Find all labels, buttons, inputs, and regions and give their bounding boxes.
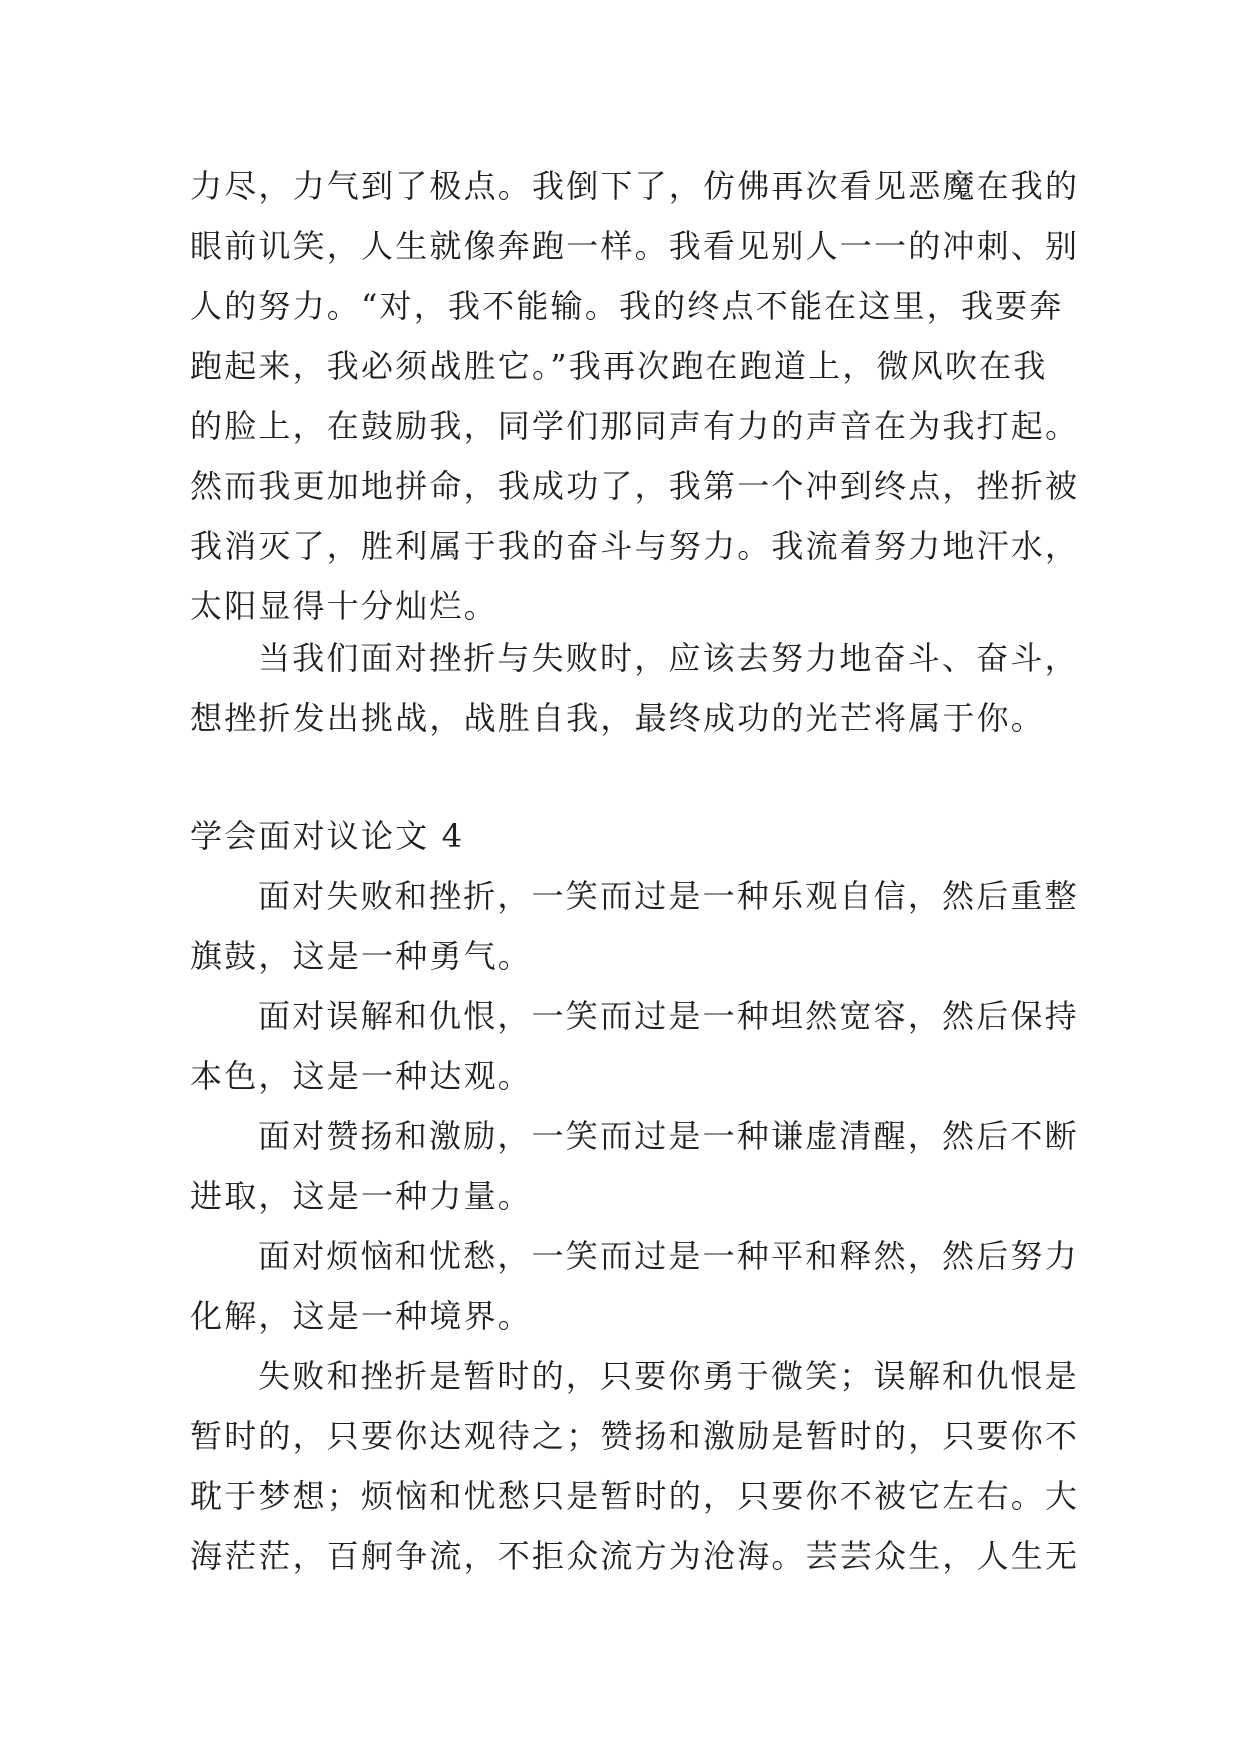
text-line: 旗鼓，这是一种勇气。: [190, 937, 533, 975]
text-line: 面对误解和仇恨，一笑而过是一种坦然宽容，然后保持: [258, 997, 1079, 1035]
text-line: 面对赞扬和激励，一笑而过是一种谦虚清醒，然后不断: [258, 1117, 1079, 1155]
text-line: 本色，这是一种达观。: [190, 1057, 533, 1095]
text-line: 然而我更加地拼命，我成功了，我第一个冲到终点，挫折被: [190, 467, 1080, 505]
text-line: 太阳显得十分灿烂。: [190, 587, 498, 625]
text-line: 眼前讥笑，人生就像奔跑一样。我看见别人一一的冲刺、别: [190, 227, 1080, 265]
text-line: 海茫茫，百舸争流，不拒众流方为沧海。芸芸众生，人生无: [190, 1537, 1080, 1575]
text-line: 耽于梦想；烦恼和忧愁只是暂时的，只要你不被它左右。大: [190, 1477, 1080, 1515]
text-line: 失败和挫折是暂时的，只要你勇于微笑；误解和仇恨是: [258, 1357, 1079, 1395]
text-line: 力尽，力气到了极点。我倒下了，仿佛再次看见恶魔在我的: [190, 167, 1080, 205]
text-line: 当我们面对挫折与失败时，应该去努力地奋斗、奋斗，: [258, 639, 1079, 677]
text-line: 面对烦恼和忧愁，一笑而过是一种平和释然，然后努力: [258, 1237, 1079, 1275]
text-line: 面对失败和挫折，一笑而过是一种乐观自信，然后重整: [258, 877, 1079, 915]
paragraph-conclusion: [190, 628, 1079, 748]
essay-section: [190, 806, 1080, 1586]
text-line: 想挫折发出挑战，战胜自我，最终成功的光芒将属于你。: [190, 699, 1046, 737]
text-line: 进取，这是一种力量。: [190, 1177, 533, 1215]
text-line: 暂时的，只要你达观待之；赞扬和激励是暂时的，只要你不: [190, 1417, 1080, 1455]
section-heading: 学会面对议论文 4: [190, 817, 465, 855]
text-line: 人的努力。“对，我不能输。我的终点不能在这里，我要奔: [190, 287, 1064, 325]
text-line: 化解，这是一种境界。: [190, 1297, 533, 1335]
text-line: 我消灭了，胜利属于我的奋斗与努力。我流着努力地汗水，: [190, 527, 1080, 565]
paragraph-continued: [190, 156, 1080, 636]
text-line: 的脸上，在鼓励我，同学们那同声有力的声音在为我打起。: [190, 407, 1080, 445]
text-line: 跑起来，我必须战胜它。”我再次跑在跑道上，微风吹在我: [190, 347, 1048, 385]
